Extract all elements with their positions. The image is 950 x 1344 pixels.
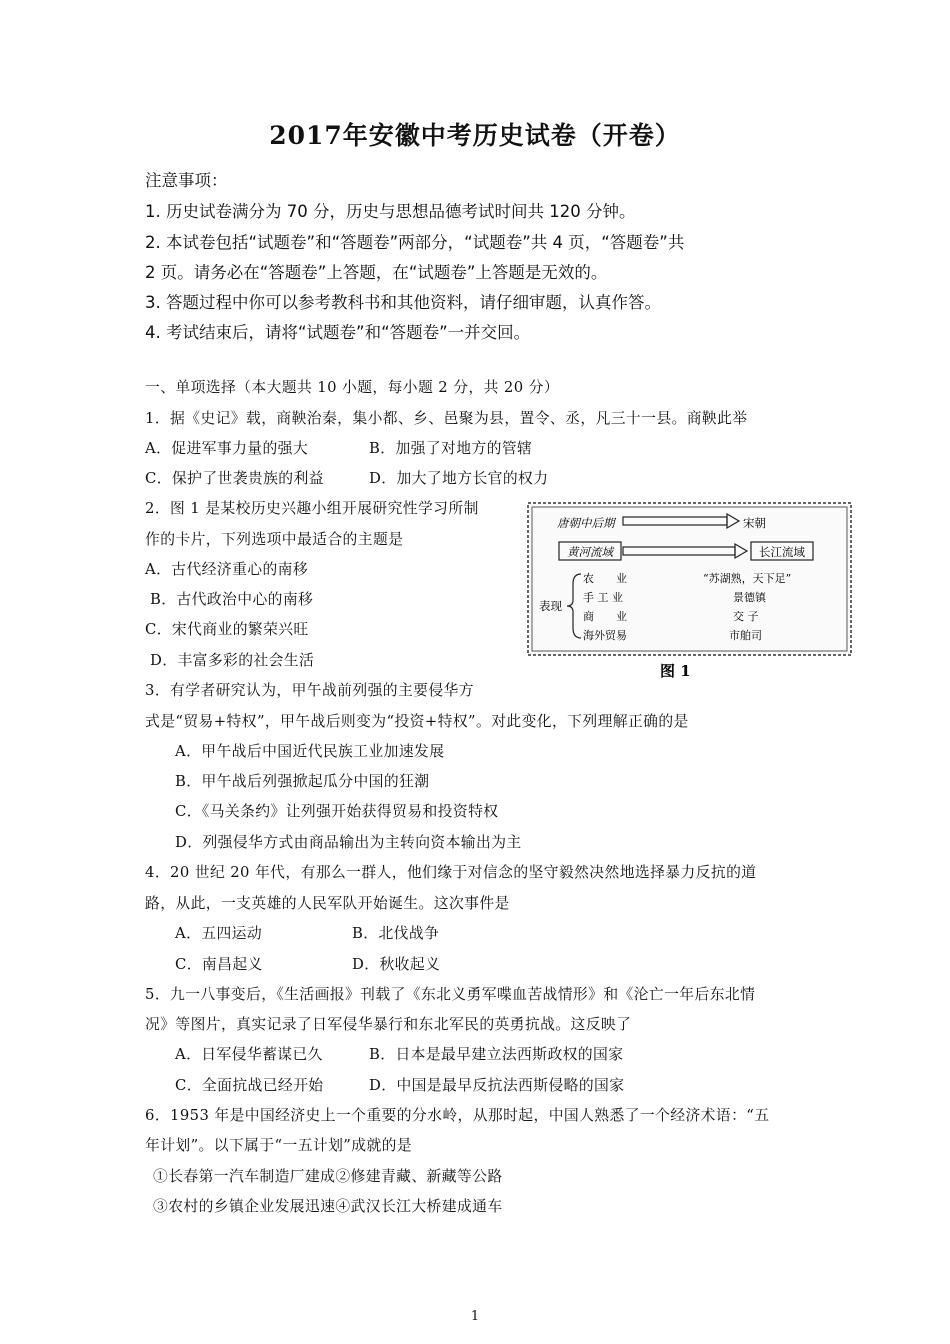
question-2-option-b: B．古代政治中心的南移: [150, 591, 314, 608]
from-region-text: 黄河流域: [567, 545, 613, 559]
question-1-option-b: B．加强了对地方的管辖: [369, 440, 533, 457]
section-heading: 一、单项选择（本大题共 10 小题，每小题 2 分，共 20 分）: [145, 379, 560, 396]
question-3-stem-cont: 式是“贸易+特权”，甲午战后则变为“投资+特权”。对此变化，下列理解正确的是: [145, 713, 689, 730]
question-1-option-d: D．加大了地方长官的权力: [369, 470, 549, 487]
row-value-1: “苏湖熟，天下足”: [703, 572, 792, 585]
question-5-option-a: A．日军侵华蓄谋已久: [175, 1046, 323, 1063]
row-value-3: 交 子: [733, 610, 759, 623]
to-region-text: 长江流域: [759, 545, 805, 559]
question-4-option-d: D．秋收起义: [352, 956, 441, 973]
question-4-option-a: A．五四运动: [175, 925, 263, 942]
question-5-option-b: B．日本是最早建立法西斯政权的国家: [369, 1046, 624, 1063]
question-5-stem-cont: 况》等图片，真实记录了日军侵华暴行和东北军民的英勇抗战。这反映了: [145, 1016, 632, 1033]
question-2-stem-cont: 作的卡片，下列选项中最适合的主题是: [145, 531, 404, 548]
row-field-2: 手 工 业: [583, 591, 623, 604]
question-5-option-d: D．中国是最早反抗法西斯侵略的国家: [369, 1077, 625, 1094]
from-period-text: 唐朝中后期: [557, 516, 615, 530]
question-1-option-a: A．促进军事力量的强大: [145, 440, 309, 457]
question-5-option-c: C．全面抗战已经开始: [175, 1077, 324, 1094]
row-value-4: 市舶司: [729, 629, 762, 642]
to-period-text: 宋朝: [743, 516, 766, 530]
question-6-stem: 6．1953 年是中国经济史上一个重要的分水岭，从那时起，中国人熟悉了一个经济术语：“五: [145, 1107, 770, 1124]
question-3-stem: 3．有学者研究认为，甲午战前列强的主要侵华方: [145, 682, 474, 699]
notice-heading: 注意事项：: [145, 171, 228, 190]
question-4-stem: 4．20 世纪 20 年代，有那么一群人，他们缘于对信念的坚守毅然决然地选择暴力反抗的道: [145, 864, 757, 881]
row-value-2: 景德镇: [733, 591, 766, 604]
notice-item-3: 3. 答题过程中你可以参考教科书和其他资料，请仔细审题，认真作答。: [145, 293, 661, 312]
notice-item-1: 1. 历史试卷满分为 70 分，历史与思想品德考试时间共 120 分钟。: [145, 202, 636, 221]
figure-1-card: [525, 500, 855, 686]
figure-caption: 图 1: [660, 662, 691, 680]
question-3-option-a: A．甲午战后中国近代民族工业加速发展: [175, 743, 445, 760]
question-3-option-b: B．甲午战后列强掀起瓜分中国的狂潮: [175, 773, 430, 790]
question-4-option-b: B．北伐战争: [352, 925, 440, 942]
question-2-option-d: D．丰富多彩的社会生活: [150, 652, 315, 669]
question-4-stem-cont: 路，从此，一支英雄的人民军队开始诞生。这次事件是: [145, 895, 510, 912]
question-3-option-c: C．《马关条约》让列强开始获得贸易和投资特权: [175, 803, 499, 820]
question-6-statements-2: ③农村的乡镇企业发展迅速④武汉长江大桥建成通车: [153, 1198, 503, 1215]
question-2-option-a: A．古代经济重心的南移: [145, 561, 309, 578]
notice-item-2: 2. 本试卷包括“试题卷”和“答题卷”两部分，“试题卷”共 4 页，“答题卷”共: [145, 233, 685, 252]
question-4-option-c: C．南昌起义: [175, 956, 263, 973]
row-field-3: 商 业: [583, 610, 627, 623]
row-field-1: 农 业: [583, 572, 627, 585]
question-5-stem: 5．九一八事变后，《生活画报》刊载了《东北义勇军喋血苦战情形》和《沦亡一年后东北情: [145, 986, 756, 1003]
row-field-4: 海外贸易: [583, 629, 627, 642]
notice-item-2-cont: 2 页。请务必在“答题卷”上答题，在“试题卷”上答题是无效的。: [145, 263, 608, 282]
question-1-stem: 1．据《史记》载，商鞅治秦，集小都、乡、邑聚为县，置令、丞，凡三十一县。商鞅此举: [145, 410, 748, 427]
figure-label-text: 表现: [539, 599, 562, 613]
question-6-statements-1: ①长春第一汽车制造厂建成②修建青藏、新藏等公路: [153, 1168, 503, 1185]
notice-item-4: 4. 考试结束后，请将“试题卷”和“答题卷”一并交回。: [145, 323, 531, 342]
question-3-option-d: D．列强侵华方式由商品输出为主转向资本输出为主: [175, 834, 522, 851]
question-2-stem: 2．图 1 是某校历史兴趣小组开展研究性学习所制: [145, 500, 479, 517]
figure-1: [525, 500, 855, 686]
page-title: 2017年安徽中考历史试卷（开卷）: [269, 121, 681, 150]
question-1-option-c: C．保护了世袭贵族的利益: [145, 470, 324, 487]
question-6-stem-cont: 年计划”。以下属于“一五计划”成就的是: [145, 1137, 413, 1154]
question-2-option-c: C．宋代商业的繁荣兴旺: [145, 621, 309, 638]
page-number: 1: [470, 1309, 480, 1324]
